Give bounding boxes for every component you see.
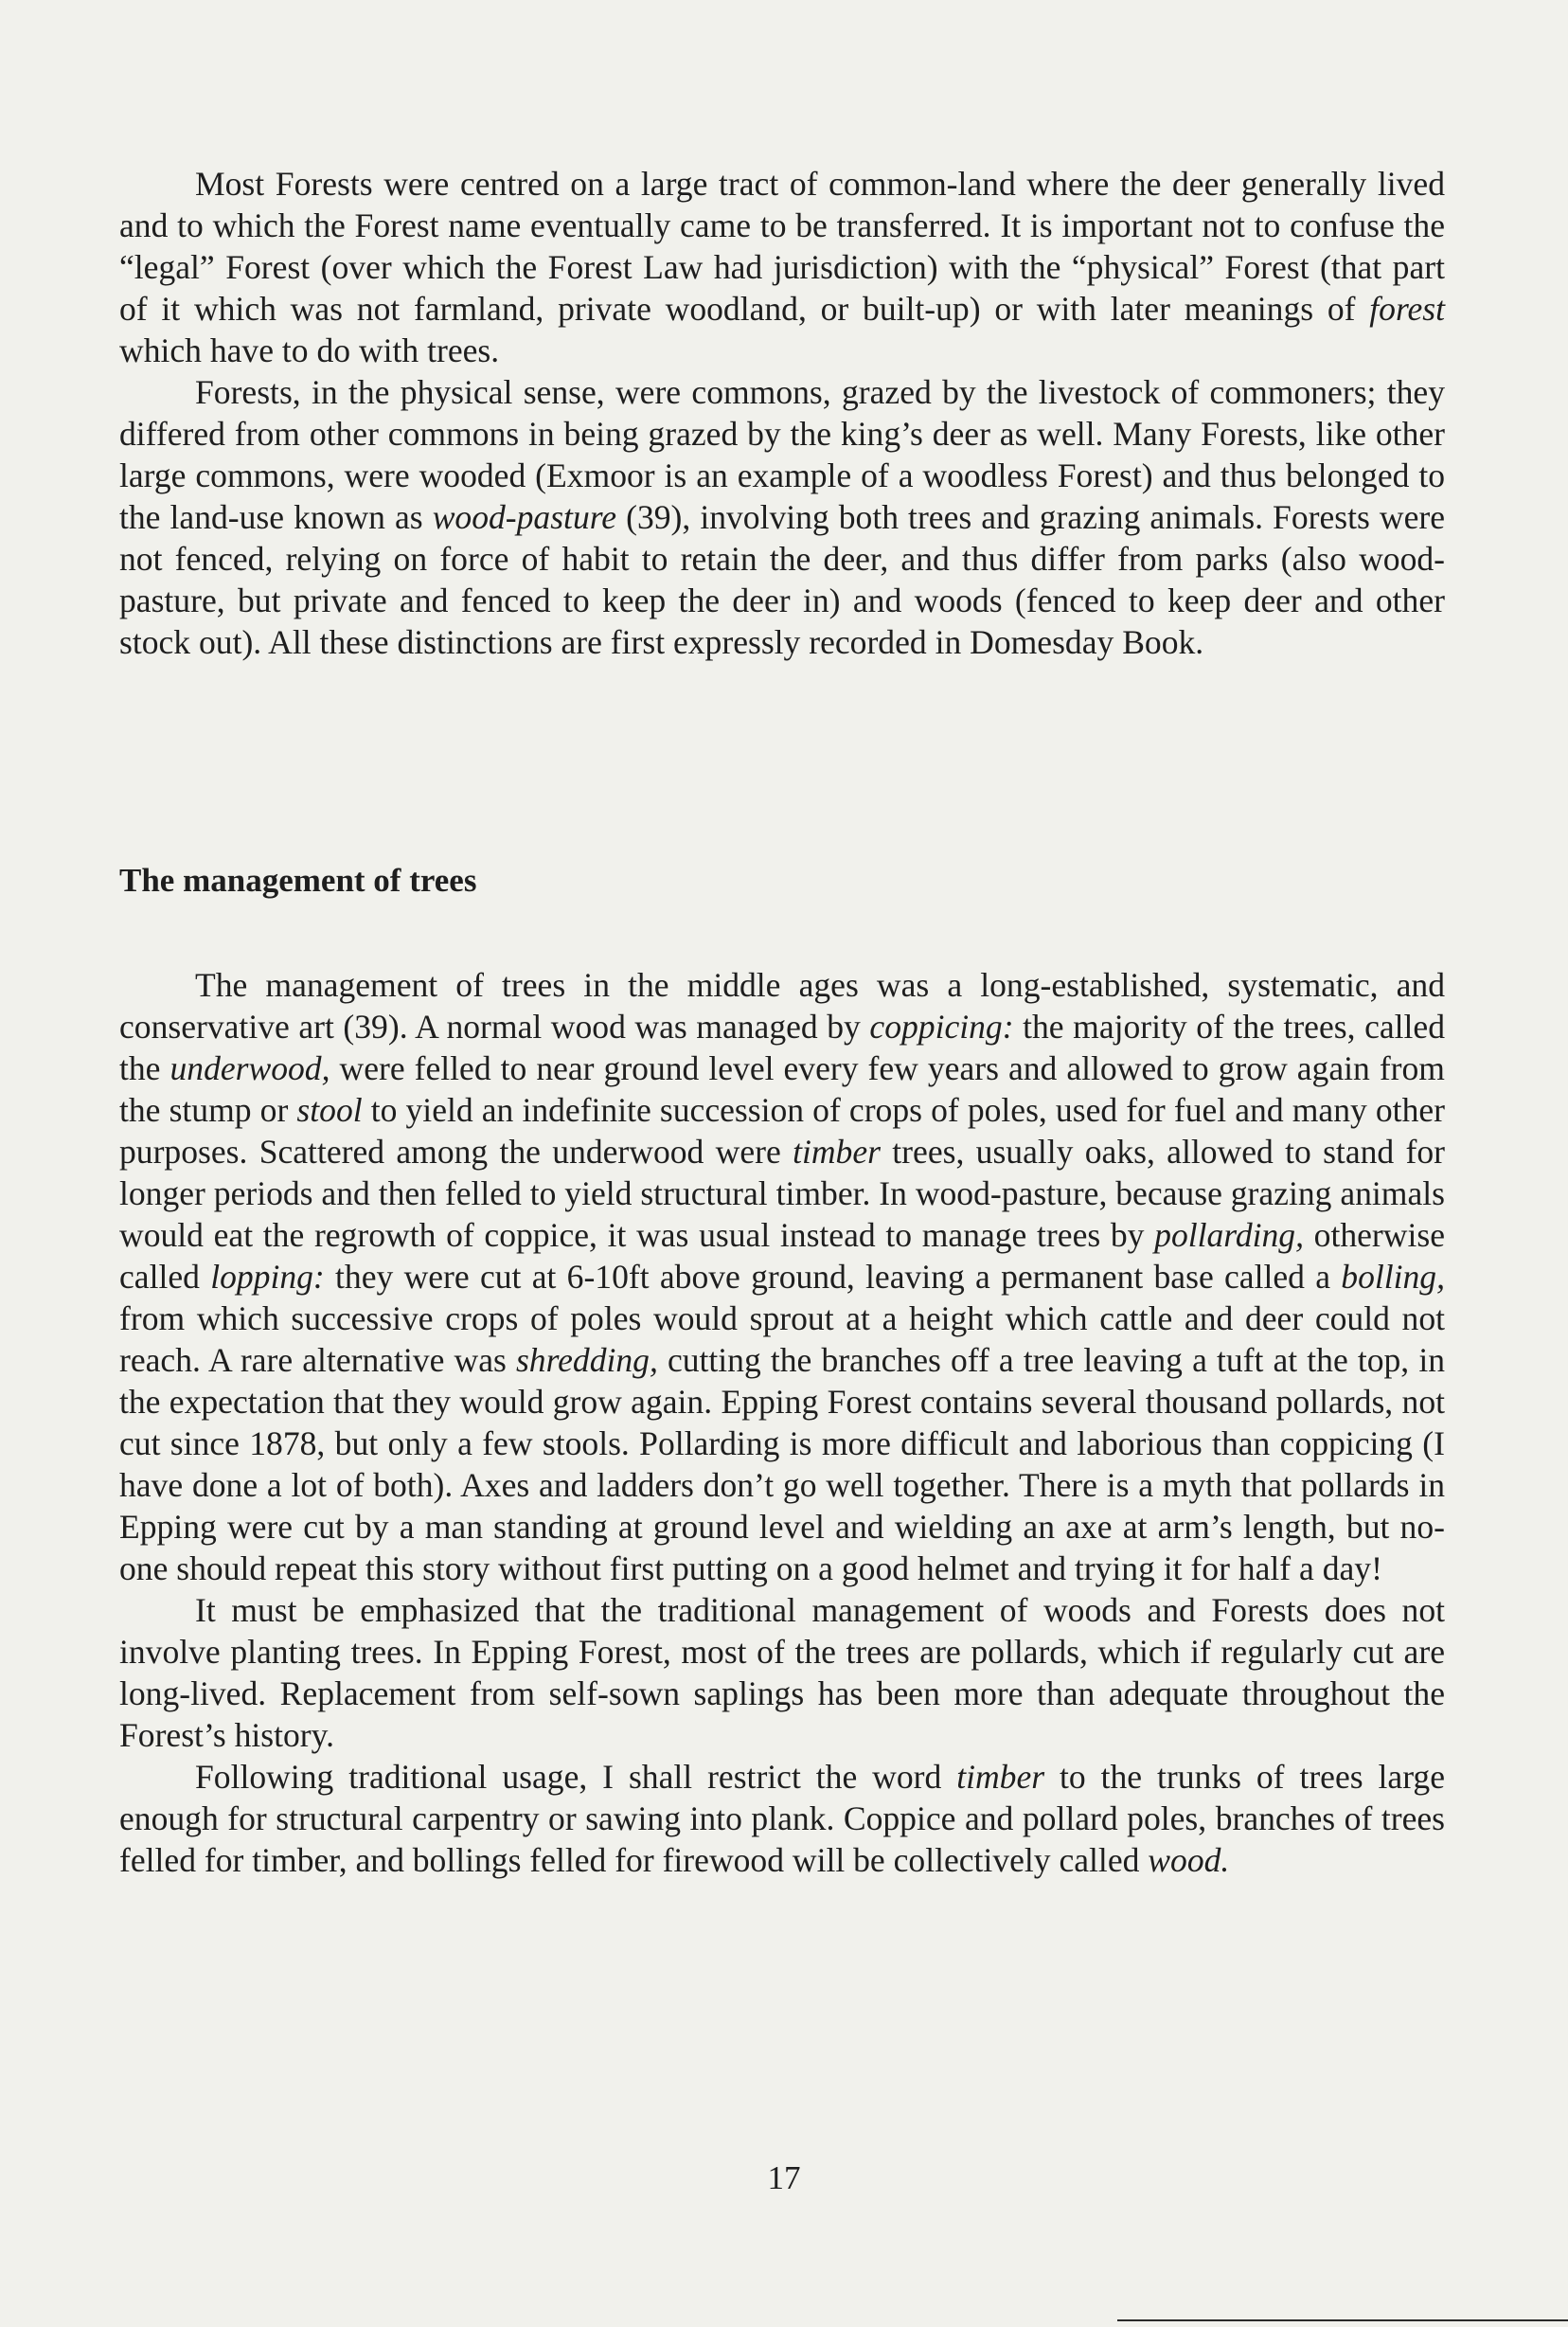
text-run: The management of trees in the middle ages was a long-established, systematic, and conservative art (39). A normal wood was managed by <box>119 966 1445 1046</box>
paragraph <box>119 163 1445 371</box>
paragraph <box>119 371 1445 663</box>
italic-text: forest <box>1369 290 1445 328</box>
paragraph <box>119 964 1445 1589</box>
italic-text: pollarding, <box>1154 1216 1304 1254</box>
italic-text: timber <box>956 1758 1045 1796</box>
italic-text: wood-pasture <box>432 498 617 536</box>
text-run: cutting the branches off a tree leaving a tuft at the top, in the expectation that they would grow again. Epping Forest contains several thousand pollards, not cut since 1878, but only a few stools. Pollarding is more difficult and laborious than coppicing (I have done a lot of both). Axes and ladders don’t go well together. There is a myth that pollards in Epping were cut by a man standing at ground level and wielding an axe at arm’s length, but no-one should repeat this story without first putting on a good helmet and trying it for half a day! <box>119 1341 1445 1587</box>
italic-text: stool <box>296 1091 363 1129</box>
text-run: from which successive crops of poles would sprout at a height which cattle and deer could not reach. A rare alternative was <box>119 1299 1445 1379</box>
text-run: they were cut at 6-10ft above ground, leaving a permanent base called a <box>324 1258 1342 1296</box>
section-forests <box>119 163 1445 663</box>
italic-text: lopping: <box>210 1258 325 1296</box>
text-run: which have to do with trees. <box>119 331 500 369</box>
italic-text: bolling, <box>1341 1258 1445 1296</box>
italic-text: wood. <box>1148 1841 1230 1879</box>
text-run: the majority of the trees, called the <box>119 1008 1445 1087</box>
paragraph <box>119 1589 1445 1756</box>
section-heading: The management of trees <box>119 862 477 899</box>
text-run: to yield an indefinite succession of crops of poles, used for fuel and many other purposes. Scattered among the underwood were <box>119 1091 1445 1171</box>
page-edge-line <box>1117 2319 1568 2321</box>
text-run: were felled to near ground level every few years and allowed to grow again from the stump or <box>119 1049 1445 1129</box>
text-run: Most Forests were centred on a large tract of common-land where the deer generally lived and to which the Forest name eventually came to be transferred. It is important not to confuse the “legal” Forest (over which the Forest Law had jurisdiction) with the “physical” Forest (that part of it which was not farmland, private woodland, or built-up) or with later meanings of <box>119 165 1445 328</box>
italic-text: coppicing: <box>869 1008 1014 1046</box>
italic-text: timber <box>793 1133 881 1171</box>
text-run: trees, usually oaks, allowed to stand for longer periods and then felled to yield structural timber. In wood-pasture, because grazing animals would eat the regrowth of coppice, it was usual instead to manage trees by <box>119 1133 1445 1254</box>
italic-text: underwood, <box>169 1049 330 1087</box>
italic-text: shredding, <box>515 1341 658 1379</box>
text-run: Following traditional usage, I shall restrict the word <box>195 1758 957 1796</box>
text-run: to the trunks of trees large enough for structural carpentry or sawing into plank. Coppice and pollard poles, branches of trees felled for timber, and bollings felled for firewood will be collectively called <box>119 1758 1445 1879</box>
paragraph <box>119 1756 1445 1881</box>
text-run: It must be emphasized that the traditional management of woods and Forests does not involve planting trees. In Epping Forest, most of the trees are pollards, which if regularly cut are long-lived. Replacement from self-sown saplings has been more than adequate throughout the Forest’s history. <box>119 1591 1445 1754</box>
section-management-of-trees <box>119 964 1445 1881</box>
text-run: Forests, in the physical sense, were commons, grazed by the livestock of commoners; they differed from other commons in being grazed by the king’s deer as well. Many Forests, like other large commons, were wooded (Exmoor is an example of a woodless Forest) and thus belonged to the land-use known as <box>119 373 1445 536</box>
text-run: (39), involving both trees and grazing animals. Forests were not fenced, relying on force of habit to retain the deer, and thus differ from parks (also wood-pasture, but private and fenced to keep the deer in) and woods (fenced to keep deer and other stock out). All these distinctions are first expressly recorded in Domesday Book. <box>119 498 1445 661</box>
page-number: 17 <box>767 2159 801 2196</box>
text-run: otherwise called <box>119 1216 1445 1296</box>
